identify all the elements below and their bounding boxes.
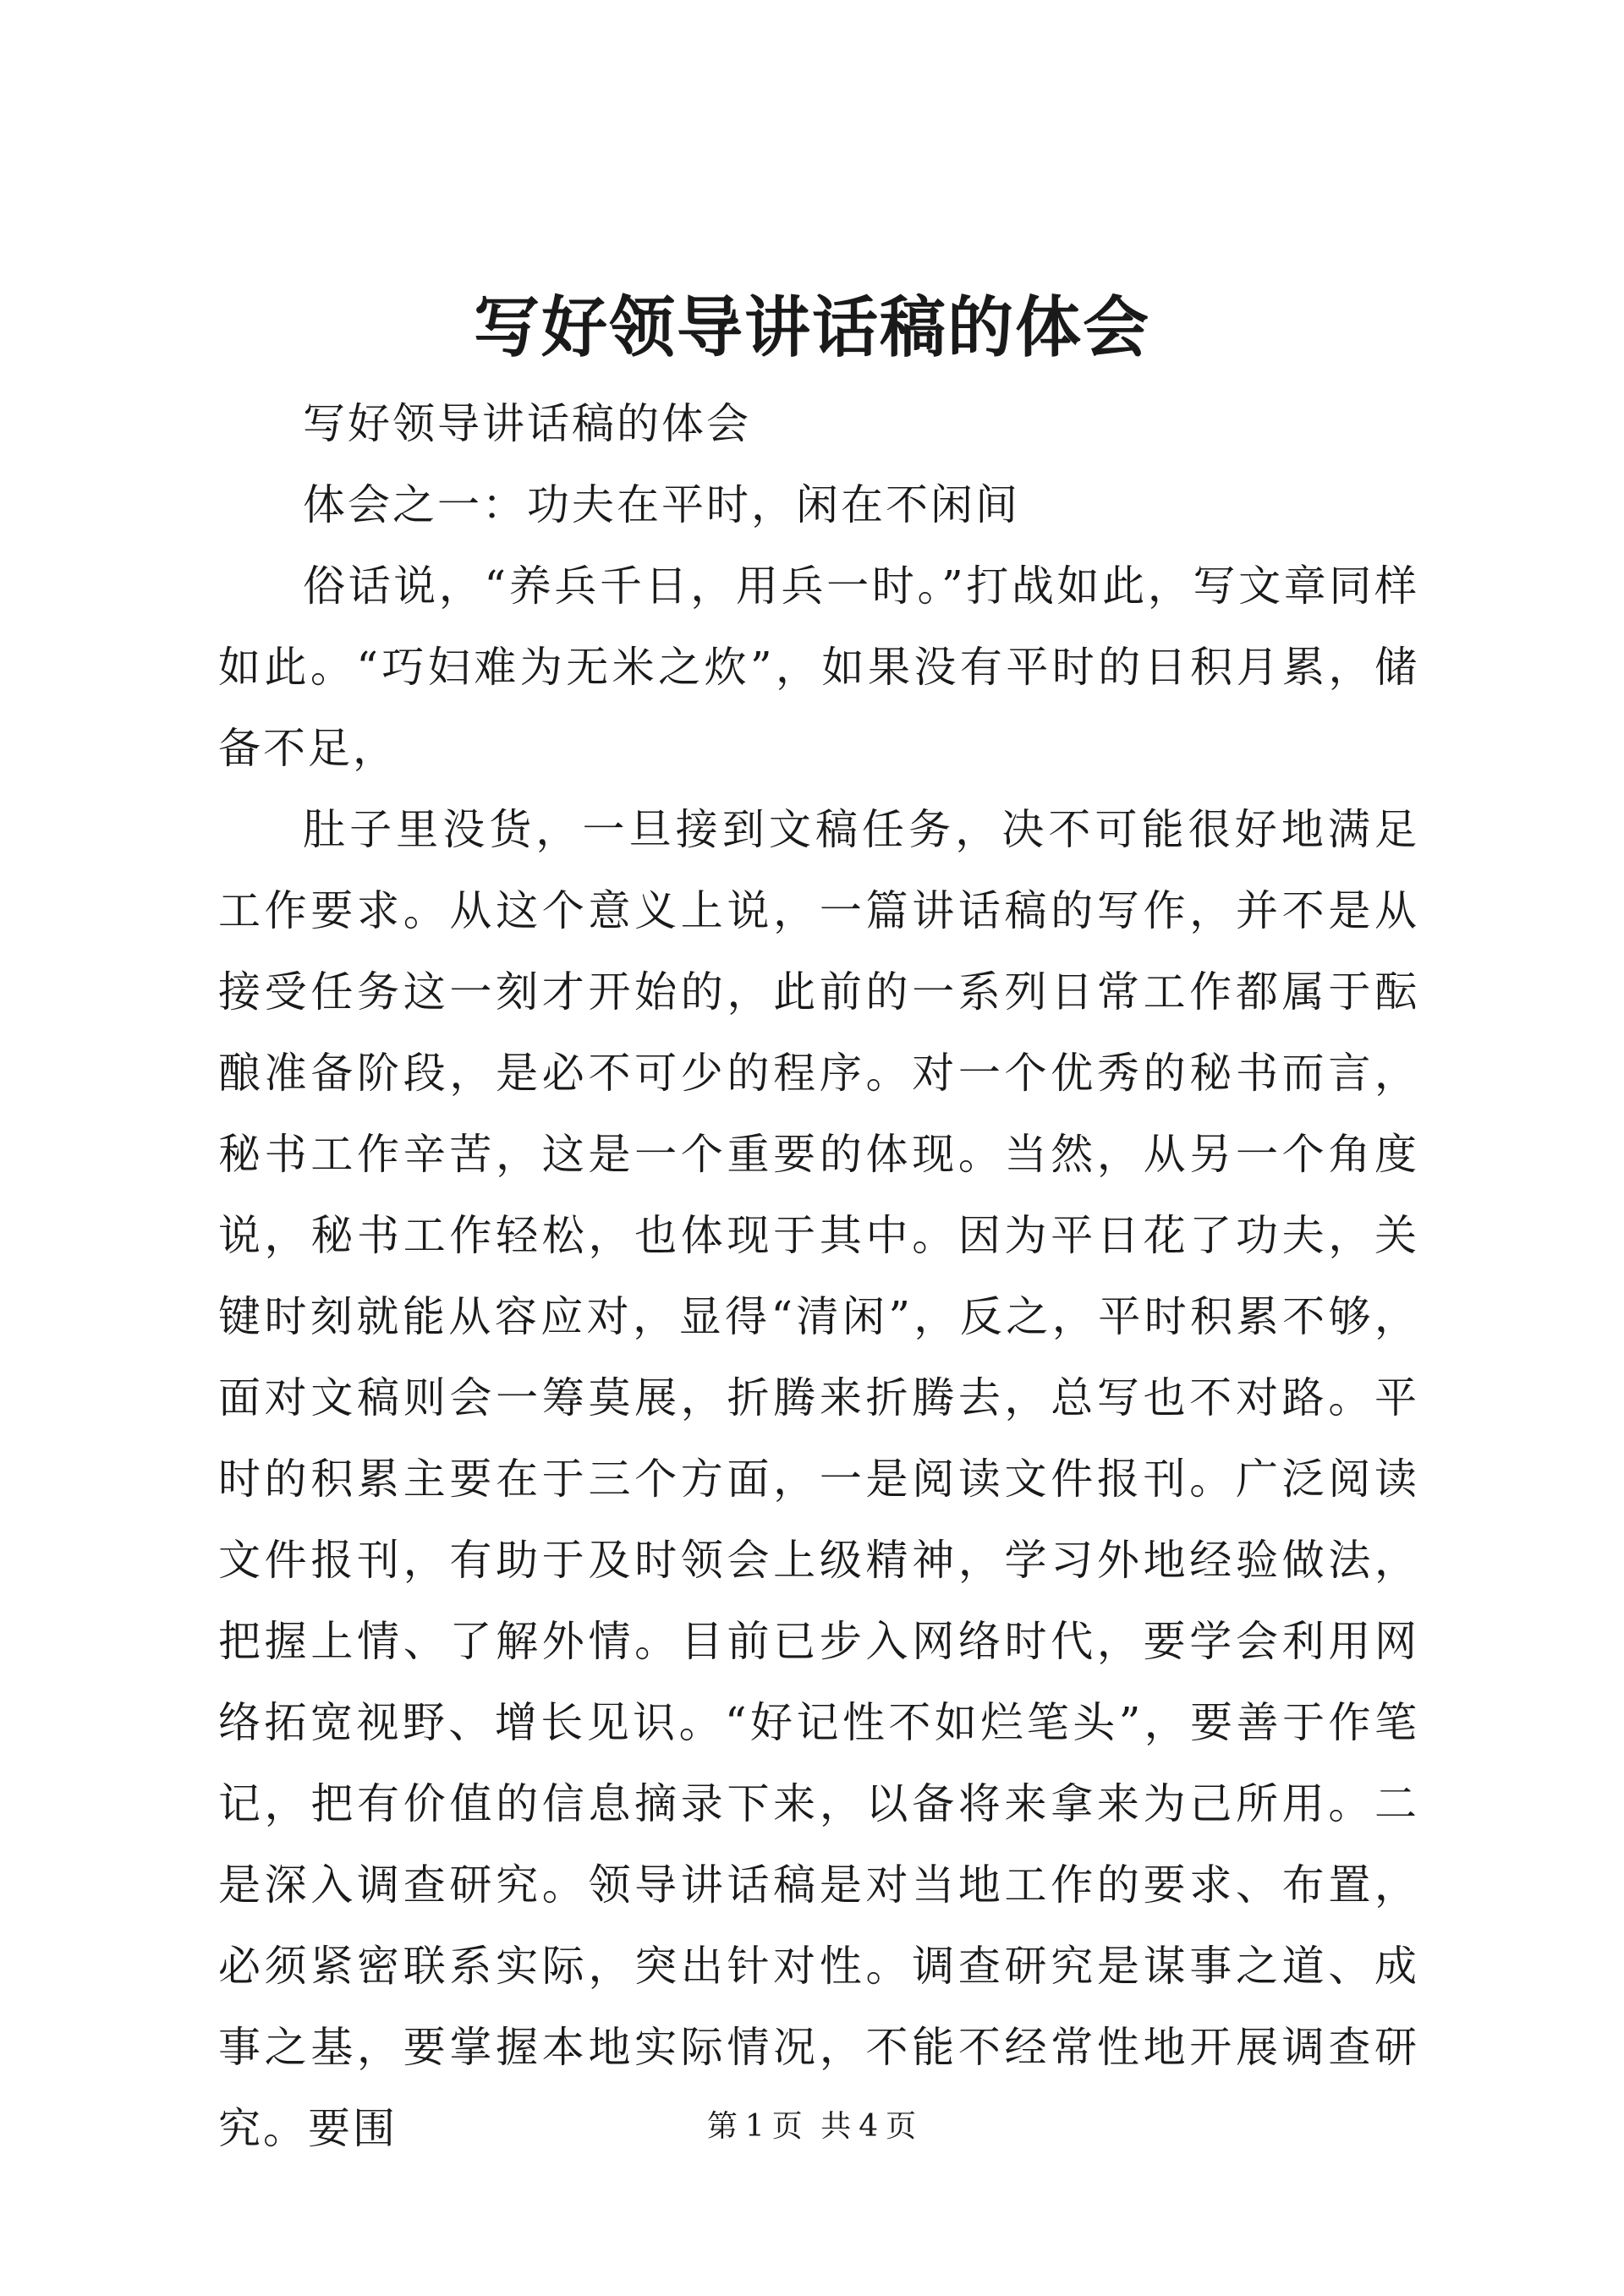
document-title: 写好领导讲话稿的体会 (473, 289, 1150, 366)
paragraph-1: 俗话说，“养兵千日，用兵一时。”打战如此，写文章同样如此。“巧妇难为无米之炊”，如果没有平时的日积月累，储备不足， (218, 562, 1419, 773)
footer-page-number: 1 (744, 2109, 765, 2144)
page-footer (0, 2106, 1624, 2148)
paragraph-subtitle: 写好领导讲话稿的体会 (303, 399, 751, 448)
footer-prefix: 第 (706, 2109, 738, 2144)
footer-page-suffix: 页 (771, 2109, 804, 2144)
footer-total-suffix: 页 (886, 2109, 918, 2144)
paragraph-2: 肚子里没货，一旦接到文稿任务，决不可能很好地满足工作要求。从这个意义上说，一篇讲话稿的写作，并不是从接受任务这一刻才开始的，此前的一系列日常工作都属于酝酿准备阶段，是必不可少的程序。对一个优秀的秘书而言，秘书工作辛苦，这是一个重要的体现。当然，从另一个角度说，秘书工作轻松，也体现于其中。因为平日花了功夫，关键时刻就能从容应对，显得“清闲”，反之，平时积累不够，面对文稿则会一筹莫展，折腾来折腾去，总写也不对路。平时的积累主要在于三个方面，一是阅读文件报刊。广泛阅读文件报刊，有助于及时领会上级精神，学习外地经验做法，把握上情、了解外情。目前已步入网络时代，要学会利用网络拓宽视野、增长见识。“好记性不如烂笔头”，要善于作笔记，把有价值的信息摘录下来，以备将来拿来为己所用。二是深入调查研究。领导讲话稿是对当地工作的要求、布置，必须紧密联系实际，突出针对性。调查研究是谋事之道、成事之基，要掌握本地实际情况，不能不经常性地开展调查研究。要围 (218, 805, 1419, 2153)
paragraph-heading-1: 体会之一：功夫在平时，闲在不闲间 (303, 480, 1020, 529)
document-body (218, 383, 1419, 2169)
footer-total-prefix: 共 (820, 2109, 853, 2144)
footer-total-pages: 4 (859, 2109, 880, 2144)
